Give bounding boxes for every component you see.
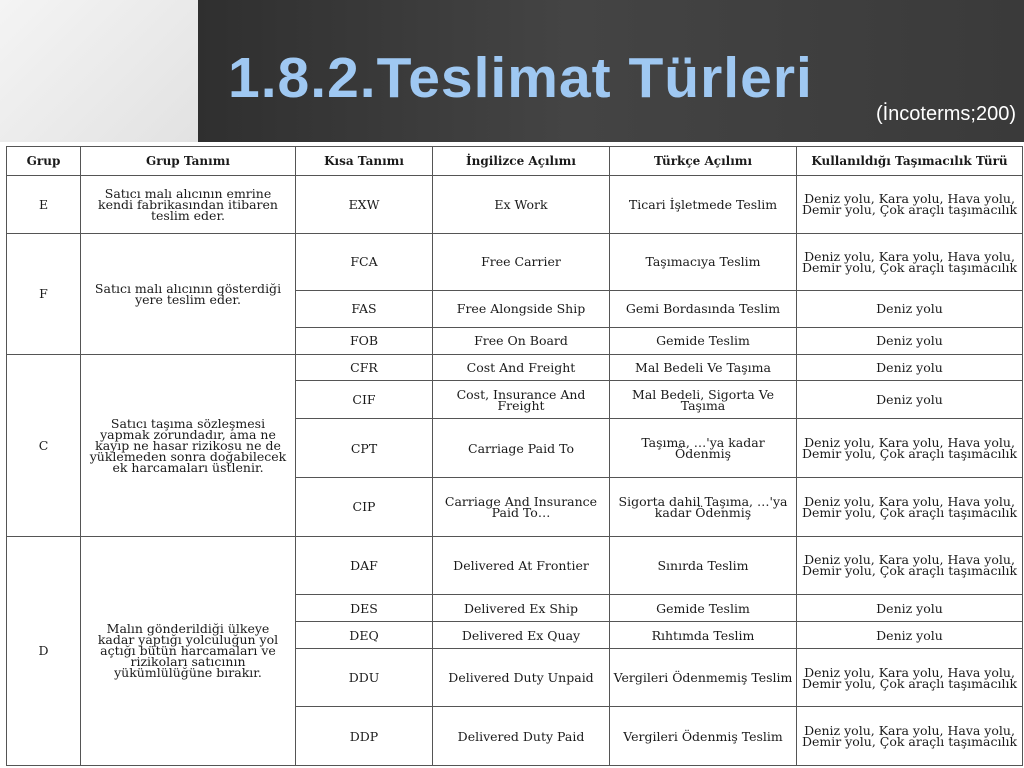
group-label: C [7, 354, 81, 536]
cell-code: CIF [296, 381, 433, 419]
cell-english: Carriage Paid To [433, 419, 610, 478]
cell-code: DDU [296, 648, 433, 707]
cell-turkish: Taşıma, …'ya kadar Ödenmiş [610, 419, 797, 478]
cell-transport: Deniz yolu, Kara yolu, Hava yolu, Demir yolu, Çok araçlı taşımacılık [797, 176, 1023, 234]
cell-english: Delivered At Frontier [433, 536, 610, 595]
table-row [7, 354, 1023, 380]
cell-transport: Deniz yolu, Kara yolu, Hava yolu, Demir yolu, Çok araçlı taşımacılık [797, 536, 1023, 595]
group-description: Satıcı taşıma sözleşmesi yapmak zorundadır, ama ne kayıp ne hasar rizikosu ne de yüklemeden sonra doğabilecek ek harcamaları üstlenir. [81, 354, 296, 536]
cell-code: DAF [296, 536, 433, 595]
cell-transport: Deniz yolu [797, 354, 1023, 380]
group-label: F [7, 233, 81, 354]
group-description: Satıcı malı alıcının emrine kendi fabrikasından itibaren teslim eder. [81, 176, 296, 234]
cell-transport: Deniz yolu [797, 595, 1023, 622]
table-header-row [7, 147, 1023, 176]
cell-turkish: Sınırda Teslim [610, 536, 797, 595]
cell-english: Ex Work [433, 176, 610, 234]
cell-code: EXW [296, 176, 433, 234]
cell-transport: Deniz yolu, Kara yolu, Hava yolu, Demir yolu, Çok araçlı taşımacılık [797, 419, 1023, 478]
cell-code: DDP [296, 707, 433, 766]
incoterms-table [6, 146, 1023, 766]
cell-transport: Deniz yolu, Kara yolu, Hava yolu, Demir yolu, Çok araçlı taşımacılık [797, 648, 1023, 707]
cell-transport: Deniz yolu [797, 381, 1023, 419]
group-description: Malın gönderildiği ülkeye kadar yaptığı yolculuğun yol açtığı bütün harcamaları ve rizikoları satıcının yükümlülüğüne bırakır. [81, 536, 296, 765]
group-label: D [7, 536, 81, 765]
cell-code: CIP [296, 478, 433, 537]
cell-transport: Deniz yolu, Kara yolu, Hava yolu, Demir yolu, Çok araçlı taşımacılık [797, 478, 1023, 537]
header-group: Grup [7, 147, 81, 176]
cell-english: Carriage And Insurance Paid To… [433, 478, 610, 537]
table-row [7, 176, 1023, 234]
cell-turkish: Rıhtımda Teslim [610, 622, 797, 648]
cell-transport: Deniz yolu [797, 622, 1023, 648]
cell-turkish: Taşımacıya Teslim [610, 233, 797, 291]
cell-code: CFR [296, 354, 433, 380]
cell-code: FAS [296, 291, 433, 327]
cell-transport: Deniz yolu [797, 327, 1023, 354]
cell-transport: Deniz yolu, Kara yolu, Hava yolu, Demir yolu, Çok araçlı taşımacılık [797, 707, 1023, 766]
slide-header [0, 0, 1024, 142]
cell-english: Free Alongside Ship [433, 291, 610, 327]
group-label: E [7, 176, 81, 234]
cell-english: Delivered Ex Quay [433, 622, 610, 648]
cell-english: Delivered Duty Paid [433, 707, 610, 766]
cell-english: Delivered Ex Ship [433, 595, 610, 622]
cell-turkish: Mal Bedeli, Sigorta Ve Taşıma [610, 381, 797, 419]
cell-english: Free Carrier [433, 233, 610, 291]
header-turkish: Türkçe Açılımı [610, 147, 797, 176]
cell-transport: Deniz yolu, Kara yolu, Hava yolu, Demir yolu, Çok araçlı taşımacılık [797, 233, 1023, 291]
header-decoration [0, 0, 198, 142]
cell-turkish: Ticari İşletmede Teslim [610, 176, 797, 234]
cell-english: Delivered Duty Unpaid [433, 648, 610, 707]
slide-title: 1.8.2.Teslimat Türleri [228, 46, 813, 110]
table-row [7, 233, 1023, 291]
header-group-definition: Grup Tanımı [81, 147, 296, 176]
cell-code: DES [296, 595, 433, 622]
header-transport: Kullanıldığı Taşımacılık Türü [797, 147, 1023, 176]
cell-english: Cost, Insurance And Freight [433, 381, 610, 419]
slide-subtitle: (İncoterms;200) [875, 103, 1016, 125]
cell-turkish: Gemide Teslim [610, 595, 797, 622]
cell-turkish: Gemi Bordasında Teslim [610, 291, 797, 327]
cell-code: FOB [296, 327, 433, 354]
cell-code: FCA [296, 233, 433, 291]
table-row [7, 536, 1023, 595]
cell-turkish: Gemide Teslim [610, 327, 797, 354]
cell-turkish: Sigorta dahil Taşıma, …'ya kadar Ödenmiş [610, 478, 797, 537]
cell-code: CPT [296, 419, 433, 478]
cell-code: DEQ [296, 622, 433, 648]
cell-turkish: Vergileri Ödenmemiş Teslim [610, 648, 797, 707]
cell-english: Cost And Freight [433, 354, 610, 380]
header-short-name: Kısa Tanımı [296, 147, 433, 176]
header-english: İngilizce Açılımı [433, 147, 610, 176]
cell-transport: Deniz yolu [797, 291, 1023, 327]
cell-turkish: Vergileri Ödenmiş Teslim [610, 707, 797, 766]
group-description: Satıcı malı alıcının gösterdiği yere teslim eder. [81, 233, 296, 354]
cell-turkish: Mal Bedeli Ve Taşıma [610, 354, 797, 380]
cell-english: Free On Board [433, 327, 610, 354]
